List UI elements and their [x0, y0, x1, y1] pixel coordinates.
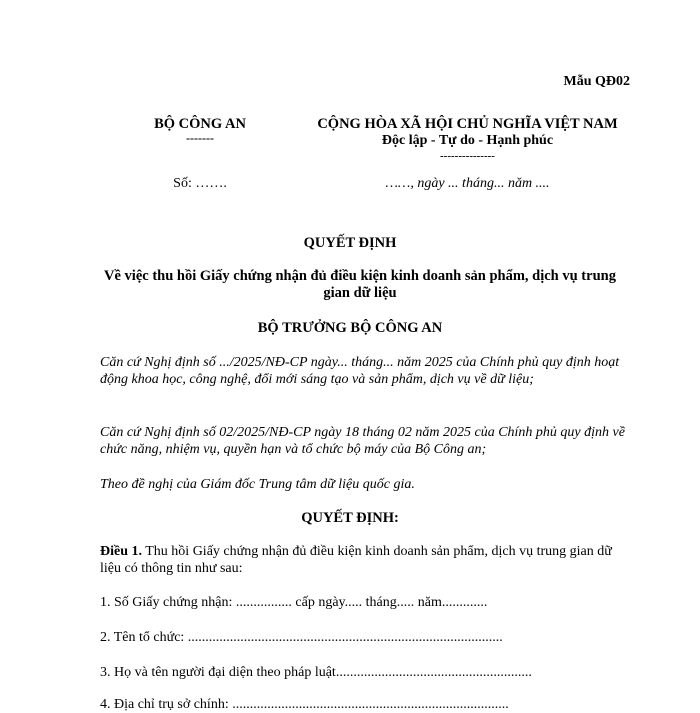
ministry-name: BỘ CÔNG AN	[154, 116, 246, 132]
field-head-office-address: 4. Địa chỉ trụ sở chính: ...............................................................................	[100, 697, 509, 712]
decides-heading: QUYẾT ĐỊNH:	[301, 510, 399, 526]
motto-underline: ---------------	[440, 150, 495, 162]
place-and-date: ……, ngày ... tháng... năm ....	[385, 176, 550, 191]
ministry-underline: -------	[186, 131, 214, 145]
field-legal-representative: 3. Họ và tên người đại diện theo pháp luật........................................................	[100, 665, 532, 680]
decision-title: QUYẾT ĐỊNH	[303, 235, 397, 251]
field-certificate-number: 1. Số Giấy chứng nhận: ................ cấp ngày..... tháng..... năm.............	[100, 595, 488, 610]
article-1	[100, 543, 630, 577]
field-organization-name: 2. Tên tổ chức: ..........................................................................................	[100, 630, 503, 645]
national-motto: Độc lập - Tự do - Hạnh phúc	[381, 133, 554, 148]
document-number: Số: …….	[173, 176, 227, 191]
legal-basis-1: Căn cứ Nghị định số .../2025/NĐ-CP ngày... tháng... năm 2025 của Chính phủ quy định hoạt động khoa học, công nghệ, đổi mới sáng tạo và sản phẩm, dịch vụ về dữ liệu;	[100, 355, 620, 387]
article-1-label: Điều 1.	[100, 544, 142, 559]
article-1-text: Thu hồi Giấy chứng nhận đủ điều kiện kinh doanh sản phẩm, dịch vụ trung gian dữ liệu có thông tin như sau:	[100, 544, 612, 576]
legal-basis-2: Căn cứ Nghị định số 02/2025/NĐ-CP ngày 18 tháng 02 năm 2025 của Chính phủ quy định về chức năng, nhiệm vụ, quyền hạn và tổ chức bộ máy của Bộ Công an;	[100, 425, 625, 457]
decision-subject: Về việc thu hồi Giấy chứng nhận đủ điều kiện kinh doanh sản phẩm, dịch vụ trung gian dữ liệu	[104, 268, 616, 301]
form-code: Mẫu QĐ02	[563, 74, 630, 89]
proposal-basis: Theo đề nghị của Giám đốc Trung tâm dữ liệu quốc gia.	[100, 477, 415, 492]
issuer-title: BỘ TRƯỞNG BỘ CÔNG AN	[257, 320, 443, 336]
country-name: CỘNG HÒA XÃ HỘI CHỦ NGHĨA VIỆT NAM	[317, 116, 618, 132]
